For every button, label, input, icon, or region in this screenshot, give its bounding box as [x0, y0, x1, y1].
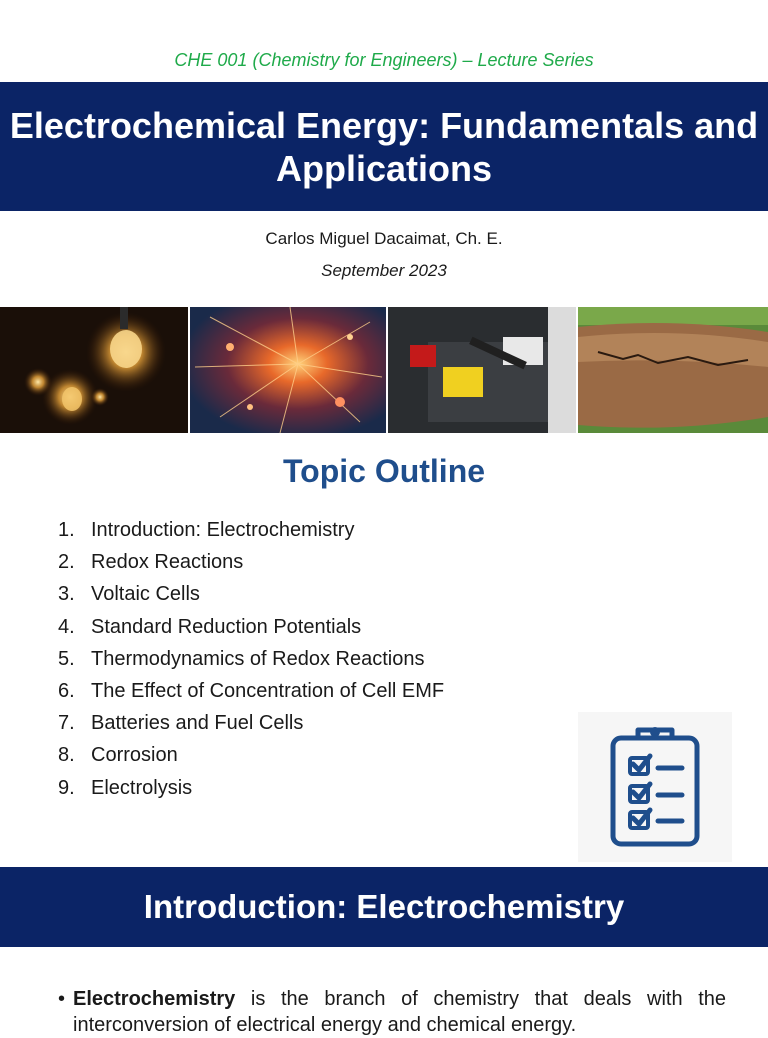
light-bulbs-photo	[0, 307, 188, 433]
outline-item: 2. Redox Reactions	[58, 551, 244, 574]
topic-outline-list	[58, 514, 444, 804]
document-title: Electrochemical Energy: Fundamentals and Applications	[9, 104, 759, 189]
title-banner	[0, 82, 768, 211]
outline-item: 1. Introduction: Electrochemistry	[58, 519, 355, 541]
outline-item: 9. Electrolysis	[58, 776, 193, 799]
author-name: Carlos Miguel Dacaimat, Ch. E.	[265, 229, 503, 248]
outline-item: 5. Thermodynamics of Redox Reactions	[58, 647, 425, 670]
publication-date: September 2023	[321, 261, 447, 280]
outline-title: Topic Outline	[282, 453, 486, 489]
outline-item: 7. Batteries and Fuel Cells	[58, 712, 304, 735]
intro-section-banner	[0, 867, 768, 947]
outline-item: 6. The Effect of Concentration of Cell EMF	[58, 679, 445, 702]
energy-burst-photo	[190, 307, 386, 433]
outline-item: 8. Corrosion	[58, 744, 178, 767]
car-battery-photo	[388, 307, 576, 433]
outline-item: 4. Standard Reduction Potentials	[58, 615, 362, 638]
bullet-text: is the branch of chemistry that deals with the interconversion of electrical energy and chemical energy.	[73, 988, 726, 1036]
corroded-pipe-photo	[578, 307, 768, 433]
intro-bullet	[58, 986, 726, 1038]
series-subtitle: CHE 001 (Chemistry for Engineers) – Lecture Series	[174, 50, 594, 70]
bullet-term: Electrochemistry	[73, 988, 236, 1010]
bullet-dot: •	[58, 988, 66, 1010]
photo-strip	[0, 307, 768, 433]
clipboard-checklist-icon	[578, 712, 732, 862]
intro-heading: Introduction: Electrochemistry	[143, 888, 625, 925]
outline-item: 3. Voltaic Cells	[58, 583, 200, 606]
